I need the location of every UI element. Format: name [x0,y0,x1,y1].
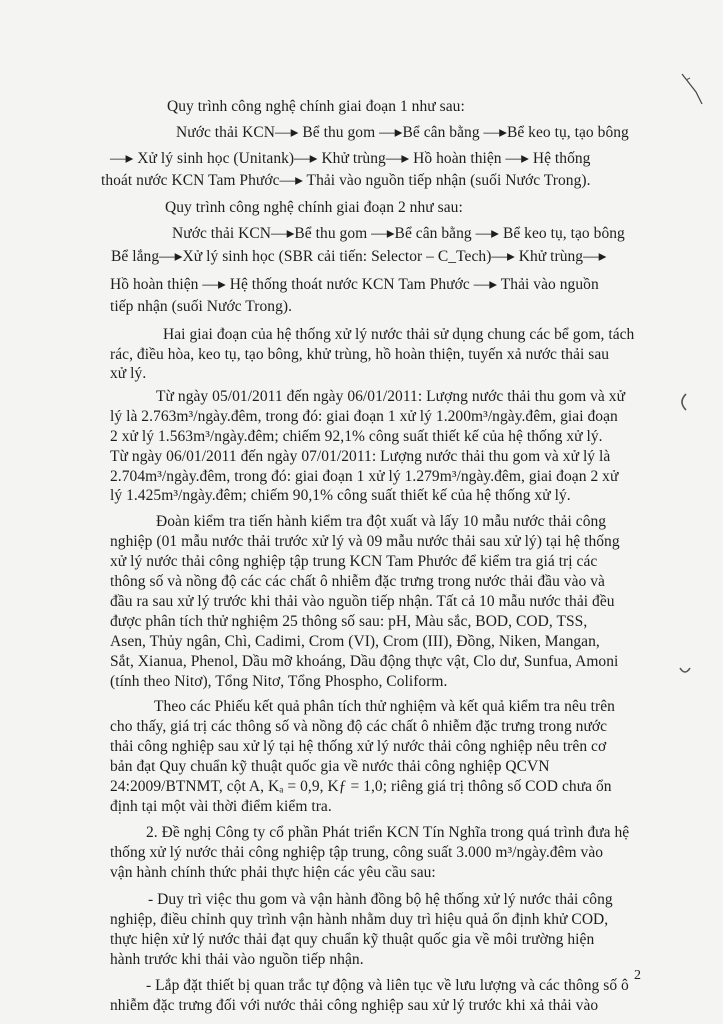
text-line: (tính theo Nitơ), Tổng Nitơ, Tổng Phospho, Coliform. [110,673,448,690]
text-line: Quy trình công nghệ chính giai đoạn 2 như sau: [165,199,463,216]
text-line: định tại một vài thời điểm kiểm tra. [110,798,332,815]
text-line: Từ ngày 05/01/2011 đến ngày 06/01/2011: Lượng nước thải thu gom và xử [156,388,626,405]
text-line: Sắt, Xianua, Phenol, Dầu mỡ khoáng, Dầu động thực vật, Clo dư, Sunfua, Amoni [110,653,619,670]
text-line: bản đạt Quy chuẩn kỹ thuật quốc gia về nước thải công nghiệp QCVN [110,758,550,775]
text-line: tiếp nhận (suối Nước Trong). [110,298,293,315]
text-line: Đoàn kiểm tra tiến hành kiểm tra đột xuất và lấy 10 mẫu nước thải công [156,513,607,530]
text-line: thống xử lý nước thải công nghiệp tập trung, công suất 3.000 m³/ngày.đêm vào [110,844,604,861]
corner-mark-icon [678,70,708,106]
text-line: - Lắp đặt thiết bị quan trắc tự động và liên tục về lưu lượng và các thông số ô [146,977,629,994]
text-line: cho thấy, giá trị các thông số và nồng độ các chất ô nhiễm đặc trưng trong nước [110,718,608,735]
text-line: Theo các Phiếu kết quả phân tích thử nghiệm và kết quả kiểm tra nêu trên [154,698,615,715]
text-line: nhiễm đặc trưng đối với nước thải công nghiệp sau xử lý trước khi xả thải vào [110,997,599,1014]
text-line: vận hành chính thức phải thực hiện các yêu cầu sau: [110,864,436,881]
text-line: Từ ngày 06/01/2011 đến ngày 07/01/2011: Lượng nước thải thu gom và xử lý là [110,448,611,465]
text-line: lý 1.425m³/ngày.đêm; chiếm 90,1% công suất thiết kế của hệ thống xử lý. [110,487,571,504]
text-line: Asen, Thủy ngân, Chì, Cadimi, Crom (VI), Crom (III), Đồng, Niken, Mangan, [110,633,600,650]
text-line: 2.704m³/ngày.đêm, trong đó: giai đoạn 1 xử lý 1.279m³/ngày.đêm, giai đoạn 2 xử [110,468,619,485]
text-line: hành trước khi thải vào nguồn tiếp nhận. [110,951,364,968]
text-line: Bể lắng—▸Xử lý sinh học (SBR cải tiến: Selector – C_Tech)—▸ Khử trùng—▸ [111,248,607,265]
text-line: đầu ra sau xử lý trước khi thải vào nguồn tiếp nhận. Tất cả 10 mẫu nước thải đều [110,593,615,610]
text-line: xử lý. [110,365,147,382]
text-line: xử lý nước thải công nghiệp tập trung KCN Tam Phước để kiểm tra giá trị các [110,553,598,570]
text-line: thông số và nồng độ các các chất ô nhiễm đặc trưng trong nước thải đầu vào và [110,573,605,590]
text-line: Hai giai đoạn của hệ thống xử lý nước thải sử dụng chung các bể gom, tách [163,326,635,343]
text-line: rác, điều hòa, keo tụ, tạo bông, khử trùng, hồ hoàn thiện, tuyến xả nước thải sau [110,346,610,363]
punch-hole-mark-icon [678,664,692,678]
text-line: —▸ Xử lý sinh học (Unitank)—▸ Khử trùng—▸ Hồ hoàn thiện —▸ Hệ thống [110,150,591,167]
text-line: Nước thải KCN—▸Bể thu gom —▸Bể cân bằng —▸ Bể keo tụ, tạo bông [172,225,625,242]
text-line: được phân tích thử nghiệm 25 thông số sau: pH, Màu sắc, BOD, COD, TSS, [110,613,588,630]
text-line: - Duy trì việc thu gom và vận hành đồng bộ hệ thống xử lý nước thải công [148,891,613,908]
text-line: Nước thải KCN—▸ Bể thu gom —▸Bể cân bằng —▸Bể keo tụ, tạo bông [176,124,629,141]
text-line: 2 xử lý 1.563m³/ngày.đêm; chiếm 92,1% công suất thiết kế của hệ thống xử lý. [110,428,603,445]
text-line: thoát nước KCN Tam Phước—▸ Thải vào nguồn tiếp nhận (suối Nước Trong). [101,172,591,189]
text-line: 2. Đề nghị Công ty cổ phần Phát triển KCN Tín Nghĩa trong quá trình đưa hệ [146,824,630,841]
text-line: lý là 2.763m³/ngày.đêm, trong đó: giai đoạn 1 xử lý 1.200m³/ngày.đêm, giai đoạn [110,408,618,425]
text-line: thực hiện xử lý nước thải đạt quy chuẩn kỹ thuật quốc gia về môi trường hiện [110,931,595,948]
text-line: thải công nghiệp sau xử lý tại hệ thống xử lý nước thải công nghiệp nêu trên cơ [110,738,607,755]
text-line: Quy trình công nghệ chính giai đoạn 1 như sau: [167,98,465,115]
text-line: nghiệp (01 mẫu nước thải trước xử lý và 09 mẫu nước thải sau xử lý) tại hệ thống [110,533,620,550]
punch-hole-mark-icon [676,392,690,412]
text-line: Hồ hoàn thiện —▸ Hệ thống thoát nước KCN Tam Phước —▸ Thải vào nguồn [110,276,599,293]
page-number: 2 [634,968,641,983]
text-line: nghiệp, điều chỉnh quy trình vận hành nhằm duy trì hiệu quả ổn định khử COD, [110,911,609,928]
text-line: 24:2009/BTNMT, cột A, Kₐ = 0,9, Kƒ = 1,0; riêng giá trị thông số COD chưa ổn [110,778,612,795]
